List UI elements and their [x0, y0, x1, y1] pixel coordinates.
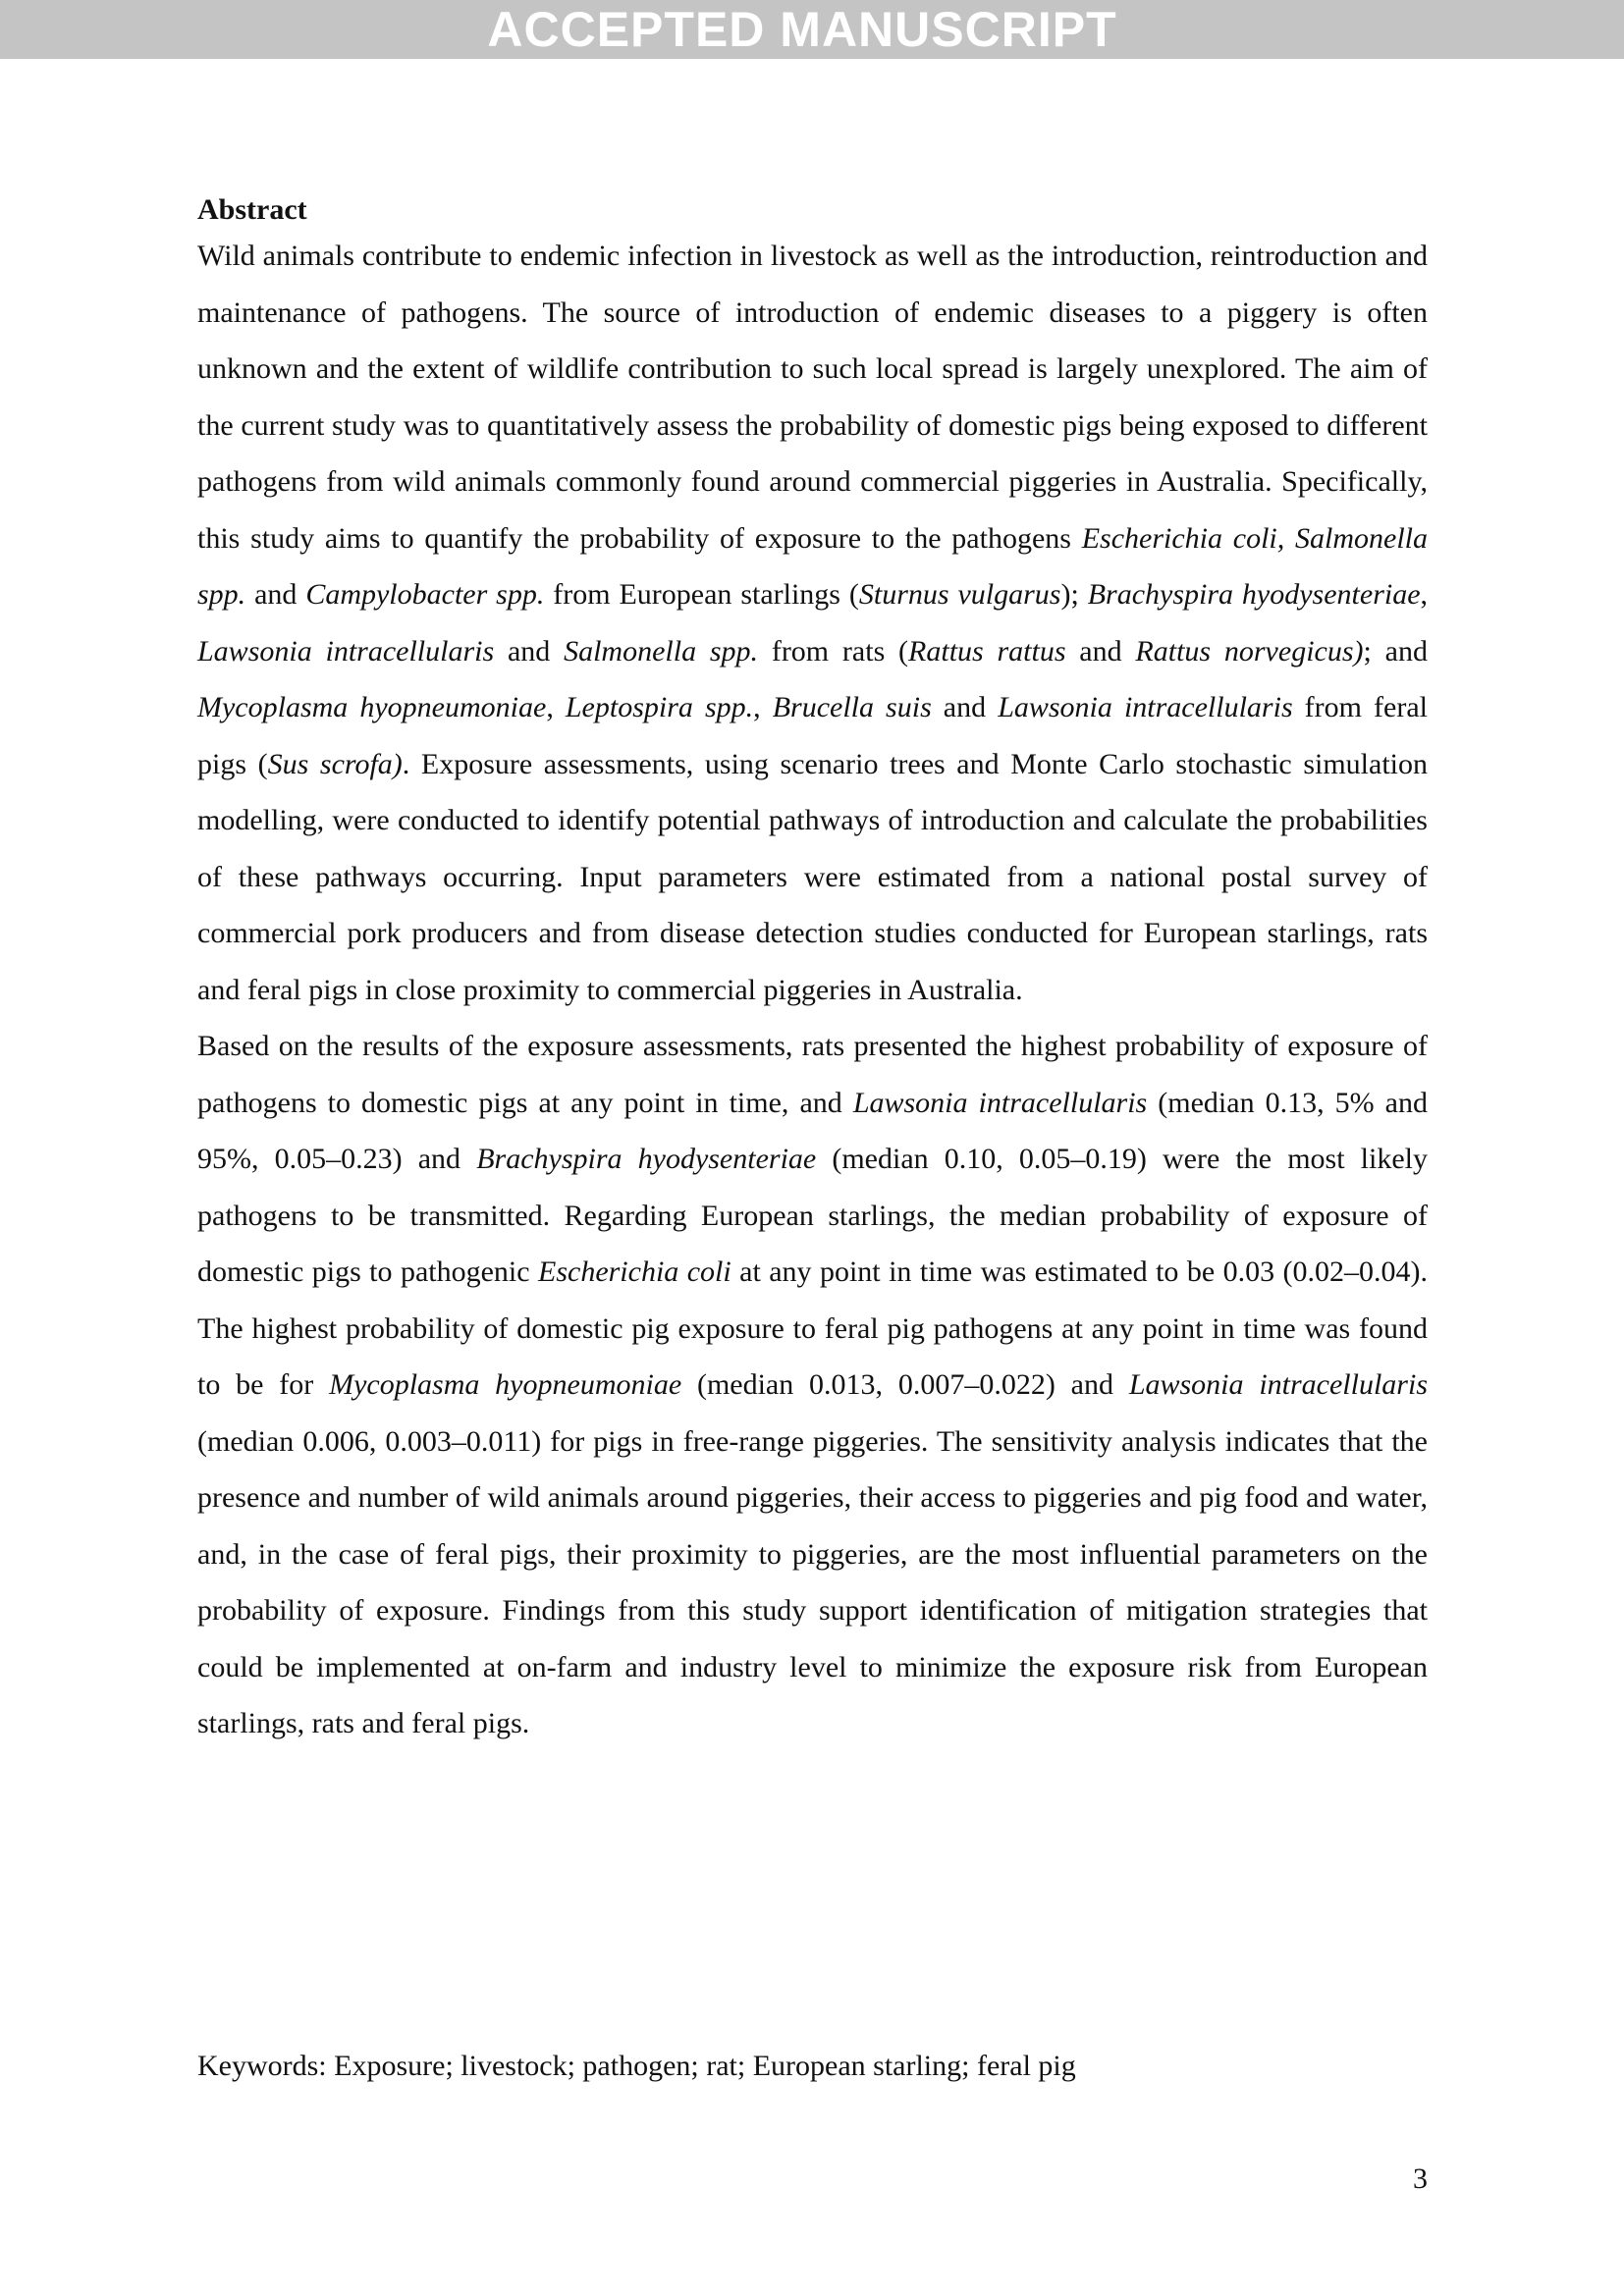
text-run: and — [931, 691, 999, 723]
italic-term: Sus scrofa) — [267, 747, 403, 780]
text-run: (median 0.13, 5% and 95%, 0.05–0.23) and — [197, 1086, 1428, 1175]
italic-term: Brachyspira hyodysenteriae — [1087, 578, 1421, 611]
text-run: ); — [1060, 578, 1088, 611]
abstract-paragraph-1 — [197, 228, 1428, 1018]
text-run: ; and — [1363, 634, 1428, 667]
banner-text: ACCEPTED MANUSCRIPT — [487, 2, 1117, 57]
italic-term: Mycoplasma hyopneumoniae — [197, 691, 547, 723]
text-run: , — [753, 691, 773, 723]
italic-term: Brucella suis — [772, 691, 932, 723]
italic-term: Lawsonia intracellularis — [998, 691, 1293, 723]
text-run: and — [1065, 634, 1136, 667]
text-run: . Exposure assessments, using scenario trees and Monte Carlo stochastic simulation modelling, were conducted to identify potential pathways of introduction and calculate the probabilities of these pathways occurring. Input parameters were estimated from a national postal survey of commercial pork producers and from disease detection studies conducted for European starlings, rats and feral pigs in close proximity to commercial piggeries in Australia. — [197, 747, 1429, 1006]
italic-term: Lawsonia intracellularis — [852, 1086, 1148, 1119]
italic-term: Campylobacter spp. — [305, 578, 545, 611]
text-run: (median 0.013, 0.007–0.022) and — [681, 1368, 1129, 1401]
text-run: and — [494, 634, 565, 667]
accepted-manuscript-banner — [0, 0, 1624, 59]
abstract-paragraph-2 — [197, 1018, 1428, 1752]
italic-term: Brachyspira hyodysenteriae — [476, 1143, 817, 1175]
text-run: at any point in time was estimated to be 0.03 (0.02–0.04). The highest probability of domestic pig exposure to feral pig pathogens at any point in time was found to be for — [197, 1255, 1428, 1401]
italic-term: Rattus norvegicus) — [1135, 634, 1364, 667]
text-run: from rats ( — [758, 634, 909, 667]
keywords-line: Keywords: Exposure; livestock; pathogen; rat; European starling; feral pig — [197, 2050, 1076, 2082]
italic-term: Sturnus vulgarus — [858, 578, 1061, 611]
abstract-section — [197, 192, 1428, 1752]
page-number: 3 — [1413, 2163, 1428, 2195]
italic-term: Escherichia coli, Salmonella spp. — [197, 521, 1428, 611]
italic-term: Leptospira spp. — [565, 691, 754, 723]
text-run: from feral pigs ( — [197, 691, 1429, 780]
abstract-heading: Abstract — [197, 193, 307, 226]
text-run: (median 0.10, 0.05–0.19) were the most likely pathogens to be transmitted. Regarding European starlings, the median probability of exposure of domestic pigs to pathogenic — [197, 1143, 1429, 1288]
text-run: from European starlings ( — [544, 578, 859, 611]
text-run: Wild animals contribute to endemic infection in livestock as well as the introduction, reintroduction and maintenance of pathogens. The source of introduction of endemic diseases to a piggery is often unknown and the extent of wildlife contribution to such local spread is largely unexplored. The aim of the current study was to quantitatively assess the probability of domestic pigs being exposed to different pathogens from wild animals commonly found around commercial piggeries in Australia. Specifically, this study aims to quantify the probability of exposure to the pathogens — [197, 240, 1428, 555]
text-run: Based on the results of the exposure assessments, rats presented the highest probability of exposure of pathogens to domestic pigs at any point in time, and — [197, 1030, 1428, 1119]
italic-term: Escherichia coli — [538, 1255, 731, 1288]
text-run: , — [546, 691, 566, 723]
text-run: and — [245, 578, 306, 611]
italic-term: Mycoplasma hyopneumoniae — [329, 1368, 682, 1401]
text-run: (median 0.006, 0.003–0.011) for pigs in free-range piggeries. The sensitivity analysis indicates that the presence and number of wild animals around piggeries, their access to piggeries and pig food and water, and, in the case of feral pigs, their proximity to piggeries, are the most influential parameters on the probability of exposure. Findings from this study support identification of mitigation strategies that could be implemented at on-farm and industry level to minimize the exposure risk from European starlings, rats and feral pigs. — [197, 1424, 1428, 1739]
italic-term: Salmonella spp. — [564, 634, 759, 667]
italic-term: Lawsonia intracellularis — [197, 634, 495, 667]
text-run: , — [1420, 578, 1429, 611]
italic-term: Rattus rattus — [908, 634, 1066, 667]
italic-term: Lawsonia intracellularis — [1128, 1368, 1428, 1401]
